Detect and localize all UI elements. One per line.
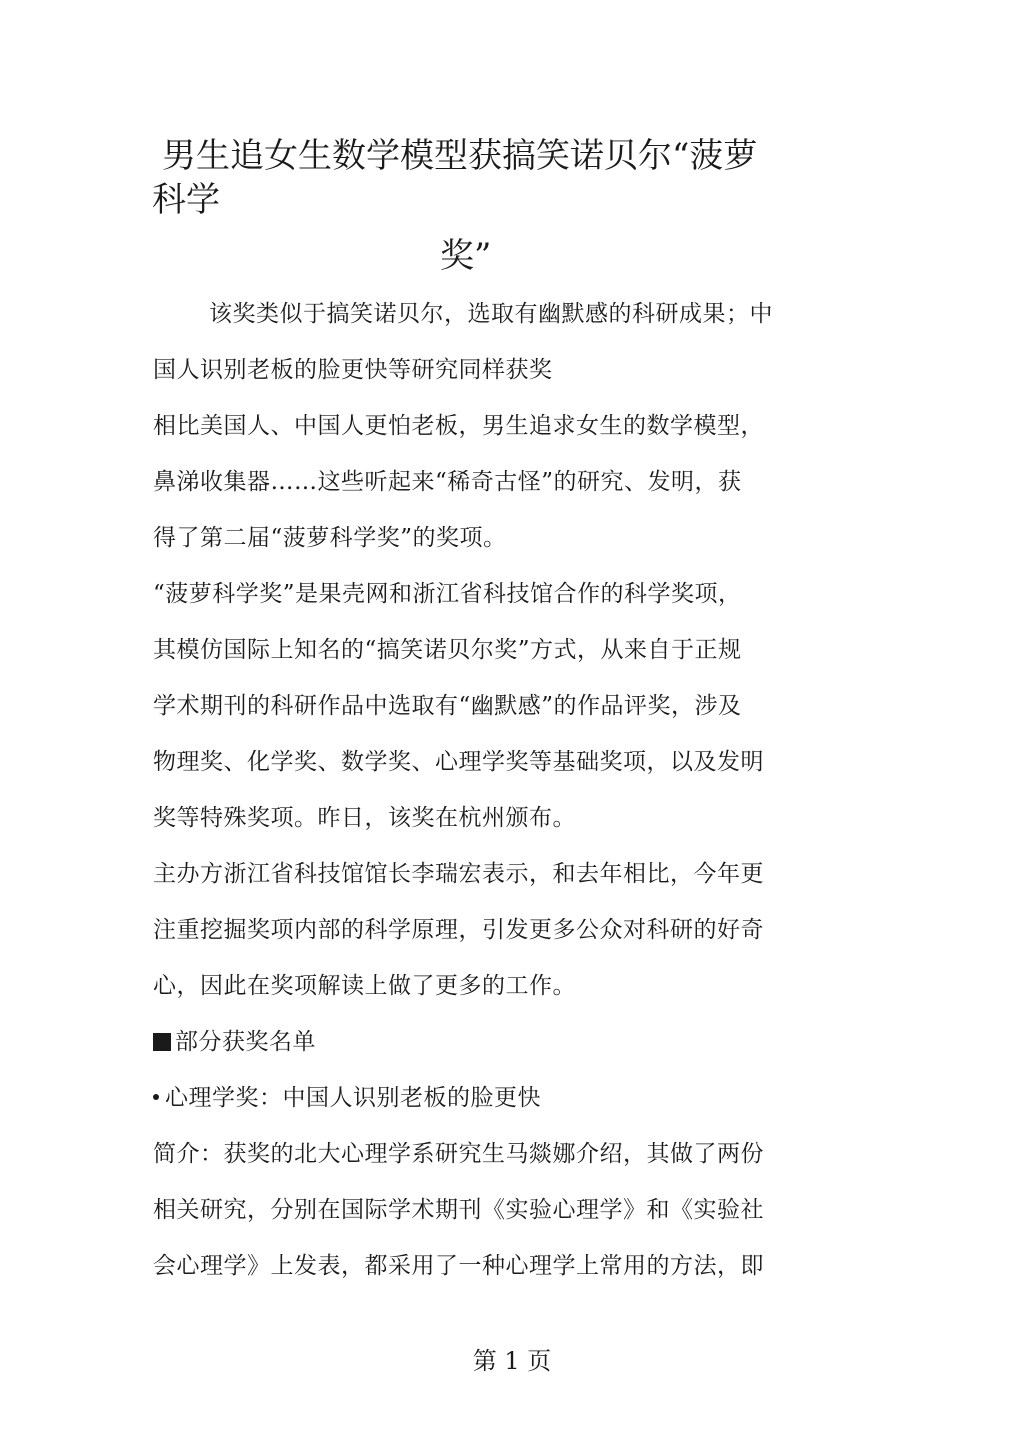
paragraph-line: 相关研究，分别在国际学术期刊《实验心理学》和《实验社: [153, 1197, 764, 1223]
title-line-1: 男生追女生数学模型获搞笑诺贝尔“菠萝: [162, 136, 758, 176]
paragraph-line: 其模仿国际上知名的“搞笑诺贝尔奖”方式，从来自于正规: [153, 637, 742, 663]
section-heading-text: 部分获奖名单: [175, 1029, 316, 1055]
title-line-3: 奖”: [440, 236, 492, 276]
paragraph-line: 得了第二届“菠萝科学奖”的奖项。: [153, 525, 507, 551]
award-item: [153, 1074, 773, 1130]
award-item-text: 心理学奖：中国人识别老板的脸更快: [165, 1085, 541, 1111]
paragraph-line: “菠萝科学奖”是果壳网和浙江省科技馆合作的科学奖项，: [153, 581, 742, 607]
section-heading: [153, 1018, 773, 1074]
square-bullet-icon: [153, 1033, 171, 1051]
paragraph-line: 注重挖掘奖项内部的科学原理，引发更多公众对科研的好奇: [153, 917, 764, 943]
title-line-2: 科学: [152, 180, 220, 220]
paragraph-line: 物理奖、化学奖、数学奖、心理学奖等基础奖项，以及发明: [153, 749, 764, 775]
paragraph-line: 鼻涕收集器……这些听起来“稀奇古怪”的研究、发明，获: [153, 469, 742, 495]
paragraph-line: 学术期刊的科研作品中选取有“幽默感”的作品评奖，涉及: [153, 693, 742, 719]
paragraph-line: 心，因此在奖项解读上做了更多的工作。: [153, 973, 576, 999]
paragraph-line: 国人识别老板的脸更快等研究同样获奖: [153, 357, 553, 383]
page-number: 第 1 页: [472, 1347, 552, 1375]
bullet-dot-icon: [153, 1094, 159, 1100]
paragraph-line: 主办方浙江省科技馆馆长李瑞宏表示，和去年相比，今年更: [153, 861, 764, 887]
paragraph-line: 相比美国人、中国人更怕老板，男生追求女生的数学模型，: [153, 413, 764, 439]
paragraph-line: 该奖类似于搞笑诺贝尔，选取有幽默感的科研成果；中: [209, 301, 773, 327]
paragraph-line: 简介：获奖的北大心理学系研究生马燚娜介绍，其做了两份: [153, 1141, 764, 1167]
article-body: [153, 290, 773, 1298]
paragraph-line: 会心理学》上发表，都采用了一种心理学上常用的方法，即: [153, 1253, 764, 1279]
paragraph-line: 奖等特殊奖项。昨日，该奖在杭州颁布。: [153, 805, 576, 831]
